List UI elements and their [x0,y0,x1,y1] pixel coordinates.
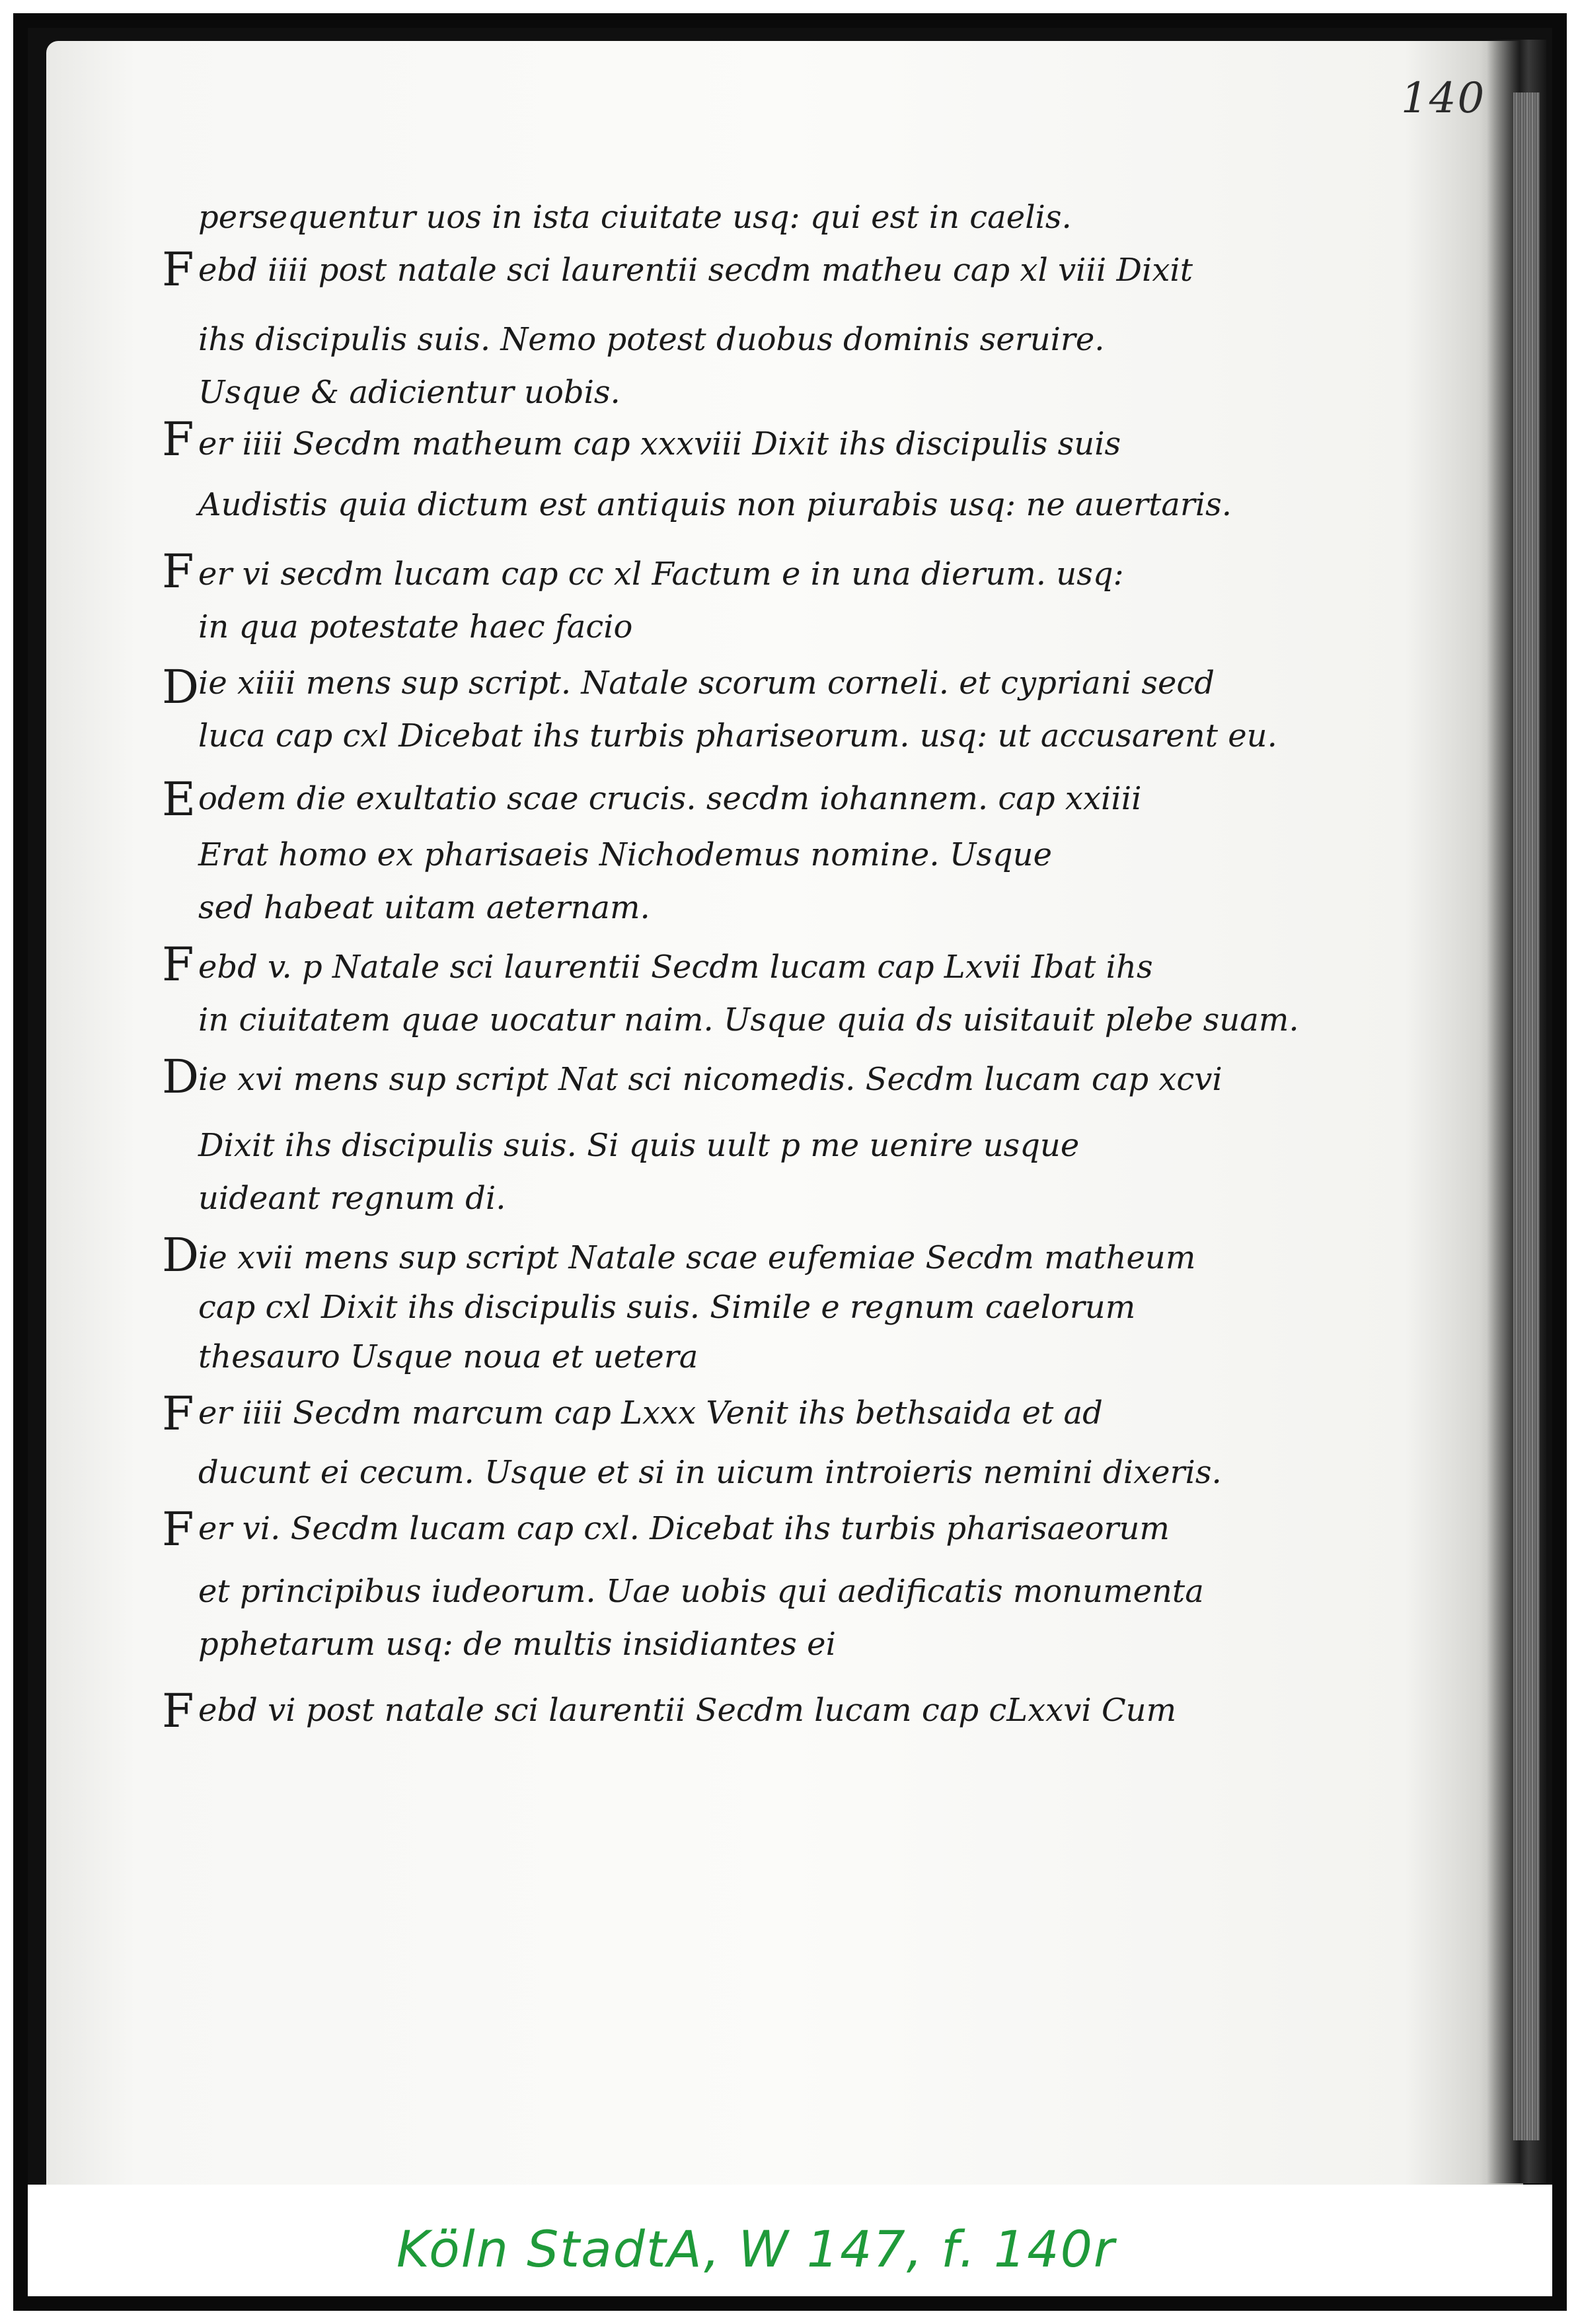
line-initial: D [162,1228,200,1282]
text-line: persequentur uos in ista ciuitate usq: qui est in caelis. [198,199,1072,236]
line-initial: F [162,1502,194,1556]
text-line: ducunt ei cecum. Usque et si in uicum introieris nemini dixeris. [198,1454,1222,1491]
text-line: er vi. Secdm lucam cap cxl. Dicebat ihs turbis pharisaeorum [198,1510,1170,1547]
line-initial: D [162,660,200,714]
text-line: et principibus iudeorum. Uae uobis qui aedificatis monumenta [198,1573,1204,1610]
text-line: pphetarum usq: de multis insidiantes ei [198,1626,836,1663]
line-initial: D [162,1050,200,1104]
line-initial: F [162,412,194,466]
page-edges [1513,92,1540,2140]
text-line: Erat homo ex pharisaeis Nichodemus nomine. Usque [198,836,1052,873]
text-line: luca cap cxl Dicebat ihs turbis phariseorum. usq: ut accusarent eu. [198,717,1277,754]
line-initial: F [162,1684,194,1738]
text-line: Dixit ihs discipulis suis. Si quis uult p me uenire usque [198,1127,1080,1164]
line-initial: F [162,544,194,599]
line-initial: F [162,937,194,992]
text-line: ie xvi mens sup script Nat sci nicomedis. Secdm lucam cap xcvi [198,1061,1223,1098]
text-line: in ciuitatem quae uocatur naim. Usque quia ds uisitauit plebe suam. [198,1001,1299,1038]
text-line: cap cxl Dixit ihs discipulis suis. Simile e regnum caelorum [198,1289,1136,1326]
archive-caption: Köln StadtA, W 147, f. 140r [396,2220,1116,2278]
text-line: ihs discipulis suis. Nemo potest duobus dominis seruire. [198,321,1105,358]
text-line: odem die exultatio scae crucis. secdm iohannem. cap xxiiii [198,780,1142,817]
text-line: Audistis quia dictum est antiquis non piurabis usq: ne auertaris. [198,486,1232,523]
line-initial: F [162,242,194,297]
text-line: sed habeat uitam aeternam. [198,889,650,926]
text-line: ie xiiii mens sup script. Natale scorum corneli. et cypriani secd [198,665,1215,702]
text-line: ebd v. p Natale sci laurentii Secdm lucam cap Lxvii Ibat ihs [198,949,1153,986]
text-line: er vi secdm lucam cap cc xl Factum e in una dierum. usq: [198,556,1124,593]
text-line: ie xvii mens sup script Natale scae eufemiae Secdm matheum [198,1239,1196,1276]
manuscript-folio [46,41,1523,2185]
text-line: thesauro Usque noua et uetera [198,1338,698,1375]
text-line: er iiii Secdm matheum cap xxxviii Dixit ihs discipulis suis [198,425,1121,462]
text-line: er iiii Secdm marcum cap Lxxx Venit ihs bethsaida et ad [198,1395,1103,1432]
text-line: ebd iiii post natale sci laurentii secdm matheu cap xl viii Dixit [198,252,1193,289]
folio-number: 140 [1401,74,1486,123]
text-line: uideant regnum di. [198,1180,506,1217]
line-initial: E [162,772,196,826]
text-line: ebd vi post natale sci laurentii Secdm lucam cap cLxxvi Cum [198,1692,1177,1729]
line-initial: F [162,1387,194,1441]
text-line: in qua potestate haec facio [198,608,633,645]
text-line: Usque & adicientur uobis. [198,374,621,411]
